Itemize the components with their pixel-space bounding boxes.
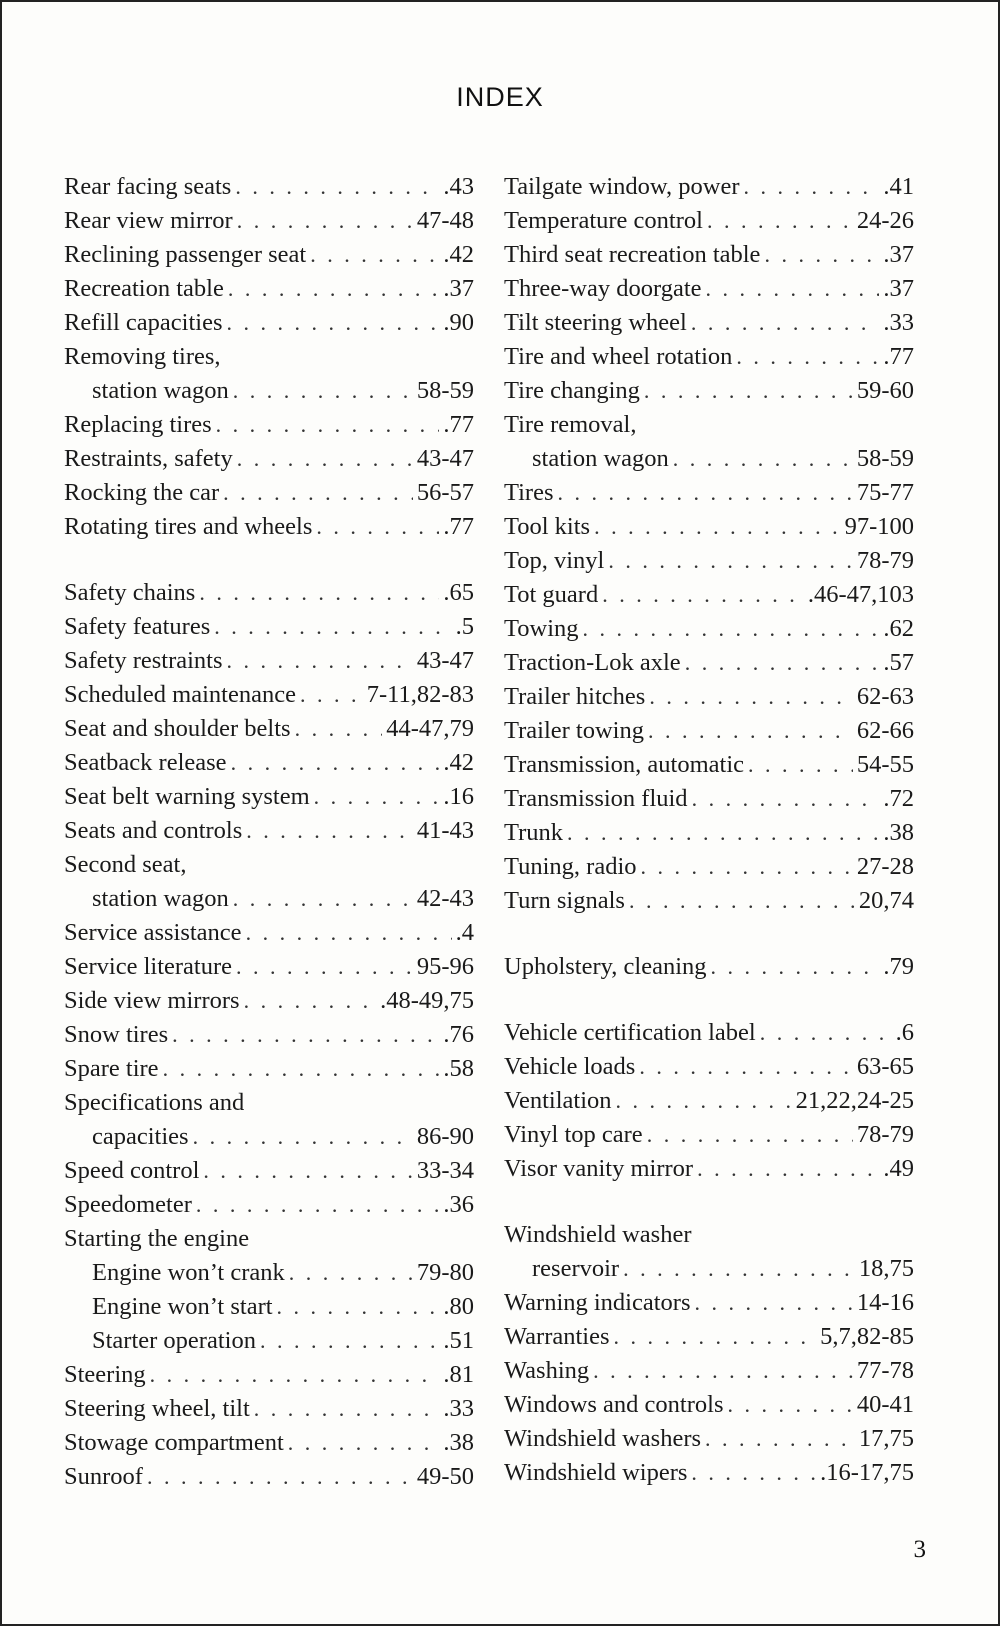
index-entry	[504, 1422, 914, 1456]
index-entry-label: Side view mirrors	[64, 987, 240, 1014]
dot-leader	[310, 238, 439, 272]
index-entry	[64, 1392, 474, 1426]
index-entry-pages: 63-65	[856, 1053, 914, 1080]
index-entry-pages: 43-47	[416, 647, 474, 674]
index-entry-pages: .6	[895, 1019, 914, 1046]
dot-leader	[231, 746, 440, 780]
index-entry	[64, 238, 474, 272]
index-right-column	[504, 170, 914, 1490]
index-entry-pages: 58-59	[856, 445, 914, 472]
dot-leader	[760, 1016, 892, 1050]
index-entry-label: Warning indicators	[504, 1289, 691, 1316]
index-entry-pages: .38	[883, 819, 914, 846]
index-entry-label: Visor vanity mirror	[504, 1155, 694, 1182]
index-entry-label: Scheduled maintenance	[64, 681, 296, 708]
index-entry-pages: .4	[455, 919, 474, 946]
index-entry-pages: .42	[443, 749, 474, 776]
dot-leader	[705, 1422, 855, 1456]
index-entry	[64, 882, 474, 916]
index-entry	[64, 746, 474, 780]
index-entry	[504, 340, 914, 374]
index-entry-pages: .46-47,103	[807, 581, 914, 608]
index-entry-label: Starting the engine	[64, 1225, 250, 1252]
index-entry-label: Tire and wheel rotation	[504, 343, 733, 370]
index-entry	[64, 1154, 474, 1188]
dot-leader	[236, 950, 413, 984]
index-entry-label: Ventilation	[504, 1087, 612, 1114]
index-entry-label: Windshield washer	[504, 1221, 692, 1248]
dot-leader	[216, 408, 440, 442]
dot-leader	[629, 884, 855, 918]
index-entry-label: station wagon	[92, 377, 229, 404]
index-entry-label: Refill capacities	[64, 309, 223, 336]
index-entry-label: Tot guard	[504, 581, 599, 608]
dot-leader	[744, 170, 880, 204]
dot-leader	[764, 238, 879, 272]
dot-leader	[237, 442, 413, 476]
index-entry	[504, 1118, 914, 1152]
dot-leader	[193, 1120, 413, 1154]
index-entry	[64, 408, 474, 442]
index-entry-label: Seatback release	[64, 749, 227, 776]
index-entry-label: Warranties	[504, 1323, 610, 1350]
dot-leader	[246, 814, 413, 848]
index-entry-label: Tuning, radio	[504, 853, 637, 880]
index-entry	[64, 984, 474, 1018]
index-entry-label: Snow tires	[64, 1021, 169, 1048]
index-entry	[504, 1084, 914, 1118]
index-entry-label: Tailgate window, power	[504, 173, 740, 200]
index-entry-pages: .90	[443, 309, 474, 336]
dot-leader	[736, 340, 879, 374]
index-entry-label: Steering wheel, tilt	[64, 1395, 250, 1422]
index-entry-label: Three-way doorgate	[504, 275, 702, 302]
index-entry-pages: 49-50	[416, 1463, 474, 1490]
index-entry-pages: .57	[883, 649, 914, 676]
index-entry	[504, 1320, 914, 1354]
index-entry-pages: 59-60	[856, 377, 914, 404]
dot-leader	[648, 714, 853, 748]
dot-leader	[608, 544, 852, 578]
index-entry	[504, 272, 914, 306]
index-entry	[64, 576, 474, 610]
index-entry-label: Windows and controls	[504, 1391, 724, 1418]
index-entry-label: Vehicle certification label	[504, 1019, 756, 1046]
index-section-gap	[504, 1186, 914, 1218]
index-entry	[504, 950, 914, 984]
index-entry-label: Seat belt warning system	[64, 783, 310, 810]
index-entry	[504, 1050, 914, 1084]
dot-leader	[616, 1084, 792, 1118]
index-entry-label: Transmission, automatic	[504, 751, 745, 778]
dot-leader	[567, 816, 879, 850]
dot-leader	[593, 1354, 853, 1388]
index-entry-pages: 5,7,82-85	[820, 1323, 914, 1350]
dot-leader	[647, 1118, 853, 1152]
dot-leader	[172, 1018, 439, 1052]
index-entry-label: Trunk	[504, 819, 564, 846]
index-entry	[504, 1286, 914, 1320]
index-entry	[504, 1354, 914, 1388]
index-entry-pages: 62-66	[856, 717, 914, 744]
dot-leader	[260, 1324, 439, 1358]
index-entry-label: Top, vinyl	[504, 547, 605, 574]
index-entry-label: Trailer hitches	[504, 683, 646, 710]
index-entry-pages: 21,22,24-25	[795, 1087, 914, 1114]
index-entry-label: Removing tires,	[64, 343, 221, 370]
dot-leader	[685, 646, 880, 680]
index-entry-pages: 78-79	[856, 1121, 914, 1148]
index-entry-pages: .77	[883, 343, 914, 370]
index-entry-pages: 58-59	[416, 377, 474, 404]
dot-leader	[727, 1388, 852, 1422]
index-entry-label: Transmission fluid	[504, 785, 688, 812]
dot-leader	[623, 1252, 855, 1286]
page-title: INDEX	[456, 82, 544, 112]
dot-leader	[233, 882, 413, 916]
index-entry-pages: .42	[443, 241, 474, 268]
index-entry-pages: .33	[883, 309, 914, 336]
index-entry-pages: 95-96	[416, 953, 474, 980]
index-entry-label: Speedometer	[64, 1191, 192, 1218]
index-entry-pages: .16-17,75	[820, 1459, 914, 1486]
index-entry	[504, 1218, 914, 1252]
dot-leader	[594, 510, 840, 544]
index-entry-pages: 79-80	[416, 1259, 474, 1286]
dot-leader	[277, 1290, 440, 1324]
index-entry-pages: 54-55	[856, 751, 914, 778]
index-entry-label: Seats and controls	[64, 817, 243, 844]
index-entry	[504, 646, 914, 680]
index-entry-label: Turn signals	[504, 887, 625, 914]
index-entry-pages: 44-47,79	[386, 715, 474, 742]
index-entry-label: Specifications and	[64, 1089, 245, 1116]
index-entry-label: Service literature	[64, 953, 233, 980]
index-entry	[64, 780, 474, 814]
index-entry	[64, 374, 474, 408]
index-entry-label: Rotating tires and wheels	[64, 513, 313, 540]
dot-leader	[697, 1152, 879, 1186]
dot-leader	[644, 374, 853, 408]
index-entry-label: Replacing tires	[64, 411, 212, 438]
index-entry-label: Tires	[504, 479, 554, 506]
index-entry-label: Vinyl top care	[504, 1121, 643, 1148]
index-entry	[64, 1358, 474, 1392]
index-entry	[504, 612, 914, 646]
index-entry	[64, 1222, 474, 1256]
dot-leader	[614, 1320, 817, 1354]
index-entry-pages: .72	[883, 785, 914, 812]
dot-leader	[300, 678, 363, 712]
index-entry-pages: .81	[443, 1361, 474, 1388]
index-entry	[64, 916, 474, 950]
index-entry-pages: .37	[443, 275, 474, 302]
index-entry-pages: 14-16	[856, 1289, 914, 1316]
index-entry-label: Engine won’t start	[92, 1293, 273, 1320]
index-entry-pages: 47-48	[416, 207, 474, 234]
index-entry-label: Safety restraints	[64, 647, 223, 674]
index-entry	[504, 748, 914, 782]
index-entry-pages: 97-100	[844, 513, 914, 540]
index-entry-pages: 78-79	[856, 547, 914, 574]
index-entry	[504, 816, 914, 850]
index-entry-label: station wagon	[92, 885, 229, 912]
index-entry-label: Tilt steering wheel	[504, 309, 687, 336]
dot-leader	[254, 1392, 440, 1426]
index-entry	[504, 1456, 914, 1490]
index-entry	[504, 1252, 914, 1286]
dot-leader	[691, 306, 880, 340]
index-entry-label: Speed control	[64, 1157, 200, 1184]
index-entry	[64, 848, 474, 882]
index-entry-pages: 77-78	[856, 1357, 914, 1384]
dot-leader	[150, 1358, 440, 1392]
index-entry-pages: 41-43	[416, 817, 474, 844]
index-entry	[64, 1086, 474, 1120]
index-entry-pages: 33-34	[416, 1157, 474, 1184]
index-entry-label: Third seat recreation table	[504, 241, 761, 268]
dot-leader	[316, 510, 439, 544]
index-entry-pages: 7-11,82-83	[366, 681, 474, 708]
index-entry	[64, 1120, 474, 1154]
dot-leader	[314, 780, 440, 814]
index-entry-label: Tire changing	[504, 377, 640, 404]
index-entry	[64, 510, 474, 544]
index-entry-pages: .51	[443, 1327, 474, 1354]
dot-leader	[583, 612, 880, 646]
index-entry	[64, 610, 474, 644]
index-left-column	[64, 170, 474, 1494]
index-entry	[504, 714, 914, 748]
index-entry-label: Second seat,	[64, 851, 187, 878]
index-entry-pages: .36	[443, 1191, 474, 1218]
index-entry-pages: .76	[443, 1021, 474, 1048]
index-entry-pages: 27-28	[856, 853, 914, 880]
index-entry-label: Seat and shoulder belts	[64, 715, 291, 742]
index-entry	[504, 1388, 914, 1422]
index-entry-label: Spare tire	[64, 1055, 159, 1082]
index-entry	[64, 1290, 474, 1324]
index-entry-label: Trailer towing	[504, 717, 644, 744]
index-entry	[64, 442, 474, 476]
index-entry	[504, 544, 914, 578]
index-entry	[504, 374, 914, 408]
index-entry	[64, 170, 474, 204]
index-entry	[504, 680, 914, 714]
index-entry	[504, 1016, 914, 1050]
index-entry	[504, 1152, 914, 1186]
index-entry-label: Steering	[64, 1361, 146, 1388]
index-entry	[64, 950, 474, 984]
index-entry-label: Restraints, safety	[64, 445, 233, 472]
index-entry	[504, 238, 914, 272]
dot-leader	[602, 578, 804, 612]
dot-leader	[214, 610, 451, 644]
index-section-gap	[504, 984, 914, 1016]
index-entry-pages: 75-77	[856, 479, 914, 506]
index-entry-label: Safety chains	[64, 579, 196, 606]
index-entry	[504, 884, 914, 918]
index-entry	[64, 1052, 474, 1086]
index-entry-pages: .37	[883, 241, 914, 268]
dot-leader	[235, 170, 439, 204]
index-entry-pages: .38	[443, 1429, 474, 1456]
index-entry	[504, 510, 914, 544]
dot-leader	[246, 916, 452, 950]
dot-leader	[223, 476, 413, 510]
index-entry-pages: .80	[443, 1293, 474, 1320]
index-entry	[504, 782, 914, 816]
dot-leader	[228, 272, 440, 306]
index-entry-pages: 40-41	[856, 1391, 914, 1418]
index-entry-label: reservoir	[532, 1255, 620, 1282]
index-entry	[64, 1256, 474, 1290]
dot-leader	[711, 950, 880, 984]
index-entry-pages: .65	[443, 579, 474, 606]
index-entry-label: capacities	[92, 1123, 189, 1150]
dot-leader	[673, 442, 853, 476]
dot-leader	[295, 712, 383, 746]
index-entry-pages: 20,74	[858, 887, 914, 914]
index-entry-label: Rear view mirror	[64, 207, 233, 234]
index-entry	[64, 1460, 474, 1494]
index-entry	[504, 306, 914, 340]
dot-leader	[557, 476, 852, 510]
index-entry	[64, 204, 474, 238]
dot-leader	[196, 1188, 439, 1222]
dot-leader	[147, 1460, 413, 1494]
index-entry	[504, 578, 914, 612]
index-entry	[64, 712, 474, 746]
index-entry	[64, 340, 474, 374]
page-number: 3	[913, 1536, 926, 1563]
dot-leader	[639, 1050, 853, 1084]
index-entry-pages: 18,75	[858, 1255, 914, 1282]
index-entry	[504, 850, 914, 884]
index-entry-pages: 56-57	[416, 479, 474, 506]
index-entry-label: Rocking the car	[64, 479, 220, 506]
index-entry-pages: .79	[883, 953, 914, 980]
index-entry	[64, 306, 474, 340]
index-entry-pages: .16	[443, 783, 474, 810]
index-entry-label: Temperature control	[504, 207, 703, 234]
index-entry	[64, 1426, 474, 1460]
index-entry-pages: 86-90	[416, 1123, 474, 1150]
index-entry-pages: .77	[443, 411, 474, 438]
index-entry-pages: .58	[443, 1055, 474, 1082]
index-entry-label: Washing	[504, 1357, 590, 1384]
index-entry-label: Recreation table	[64, 275, 224, 302]
index-section-gap	[504, 918, 914, 950]
index-entry-pages: 43-47	[416, 445, 474, 472]
dot-leader	[706, 272, 880, 306]
dot-leader	[288, 1426, 440, 1460]
index-entry	[64, 678, 474, 712]
dot-leader	[203, 1154, 412, 1188]
index-entry-pages: .43	[443, 173, 474, 200]
dot-leader	[748, 748, 853, 782]
index-entry	[504, 170, 914, 204]
index-entry	[64, 1018, 474, 1052]
dot-leader	[649, 680, 853, 714]
index-entry-label: Upholstery, cleaning	[504, 953, 707, 980]
index-section-gap	[64, 544, 474, 576]
index-entry	[504, 408, 914, 442]
index-entry-pages: 17,75	[858, 1425, 914, 1452]
index-entry	[504, 476, 914, 510]
dot-leader	[691, 1456, 816, 1490]
index-entry-label: Tool kits	[504, 513, 591, 540]
index-entry-label: Safety features	[64, 613, 211, 640]
index-entry-label: Engine won’t crank	[92, 1259, 285, 1286]
index-entry-pages: .5	[455, 613, 474, 640]
dot-leader	[692, 782, 880, 816]
index-entry	[64, 1324, 474, 1358]
index-entry-pages: 42-43	[416, 885, 474, 912]
index-entry-label: Stowage compartment	[64, 1429, 284, 1456]
index-entry	[64, 1188, 474, 1222]
index-entry-label: Starter operation	[92, 1327, 256, 1354]
index-entry	[504, 442, 914, 476]
index-entry-pages: .33	[443, 1395, 474, 1422]
index-entry-label: Towing	[504, 615, 579, 642]
index-entry	[64, 814, 474, 848]
dot-leader	[641, 850, 853, 884]
dot-leader	[244, 984, 377, 1018]
index-entry	[504, 204, 914, 238]
index-entry-label: Reclining passenger seat	[64, 241, 307, 268]
index-entry	[64, 272, 474, 306]
index-entry-pages: .37	[883, 275, 914, 302]
dot-leader	[233, 374, 413, 408]
dot-leader	[695, 1286, 853, 1320]
index-entry-label: Windshield wipers	[504, 1459, 688, 1486]
index-entry-label: Windshield washers	[504, 1425, 702, 1452]
index-entry-pages: .77	[443, 513, 474, 540]
index-entry-label: Rear facing seats	[64, 173, 232, 200]
dot-leader	[199, 576, 439, 610]
index-entry-pages: 24-26	[856, 207, 914, 234]
index-entry-label: Traction-Lok axle	[504, 649, 681, 676]
dot-leader	[227, 306, 440, 340]
index-entry-pages: 62-63	[856, 683, 914, 710]
index-entry-label: station wagon	[532, 445, 669, 472]
index-entry	[64, 476, 474, 510]
dot-leader	[163, 1052, 440, 1086]
dot-leader	[227, 644, 413, 678]
dot-leader	[707, 204, 853, 238]
index-entry-pages: .48-49,75	[380, 987, 474, 1014]
index-entry-label: Vehicle loads	[504, 1053, 636, 1080]
index-entry-label: Tire removal,	[504, 411, 637, 438]
index-entry	[64, 644, 474, 678]
dot-leader	[289, 1256, 413, 1290]
index-entry-label: Service assistance	[64, 919, 242, 946]
index-entry-pages: .41	[883, 173, 914, 200]
index-entry-pages: .62	[883, 615, 914, 642]
dot-leader	[237, 204, 413, 238]
index-entry-label: Sunroof	[64, 1463, 143, 1490]
index-entry-pages: .49	[883, 1155, 914, 1182]
